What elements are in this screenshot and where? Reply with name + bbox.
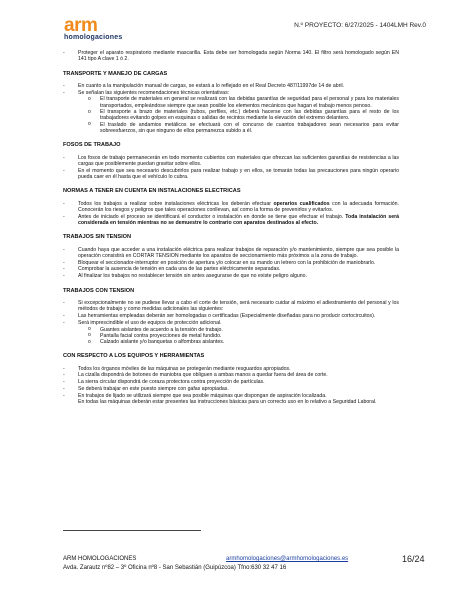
section-title-transporte: TRANSPORTE Y MANEJO DE CARGAS	[63, 70, 168, 77]
sub-bullet: o El traslado de andamios metálicos se efectuará con el concurso de cuantos trabajadores sean necesarios para evitar sobreesfuerzos, sin que ninguno de ellos permanezca subido a él.	[63, 122, 399, 135]
bullet	[63, 201, 399, 214]
footer-company: ARM HOMOLOGACIONES	[63, 556, 137, 562]
bullet: - Las herramientas empleadas deberán ser homologadas o certificadas (Especialmente diseñadas para no producir cortocircuitos).	[63, 313, 399, 319]
document-body	[63, 50, 399, 406]
bullet: - Será imprescindible el uso de equipos de protección adicional.	[63, 320, 399, 326]
bullet: - En cuanto a la manipulación manual de cargas, se estará a lo reflejado en el Real Decreto 487/11997de 14 de abril.	[63, 83, 399, 89]
sub-bullet: o El transporte de materiales en general se realizará con las debidas garantías de seguridad para el personal y para los materiales transportados, empleándose siempre que sean posible los elementos mecánicos que hagan el trabajo menos penoso.	[63, 96, 399, 109]
bullet: - Bloquear el seccionador-interruptor en posición de apertura y/o colocar en su mando un letrero con la prohibición de maniobrarlo.	[63, 260, 399, 266]
bullet: - Todos los órganos móviles de las máquinas se protegerán mediante resguardos apropiados.	[63, 366, 399, 372]
project-number: N.º PROYECTO: 6/27/2025 - 1404LMH Rev.0	[294, 22, 426, 29]
bullet-text: Antes de iniciado el proceso se identificará el conductor o instalación en donde se tiene que efectuar el trabajo.	[78, 213, 346, 220]
bullet-text: Todos los trabajos a realizar sobre instalaciones eléctricas los deberán efectuar	[78, 200, 274, 207]
bullet-emphasis: operarios cualificados	[273, 200, 330, 207]
section-title-sin-tension: TRABAJOS SIN TENSION	[63, 234, 132, 241]
bullet-text: En trabajos de lijado se utilizará siempre que sea posible máquinas que dispongan de aspiración localizada.	[78, 392, 327, 399]
logo-subtitle: homologaciones	[64, 34, 123, 41]
bullet: - En el momento que sea necesario descubrirlos para realizar trabajo y en ellos, se tomarán todas las precauciones para ningún operario pueda caer en él hasta que el vehículo lo cubra.	[63, 168, 399, 181]
bullet: - Se señalan las siguientes recomendaciones técnicas orientativas:	[63, 90, 399, 96]
footer-email-link[interactable]: armhomologaciones@armhomologaciones.es	[226, 556, 349, 562]
section-title-con-tension: TRABAJOS CON TENSION	[63, 287, 135, 294]
logo-wordmark: arm	[64, 15, 98, 36]
sub-bullet: o El transporte a brazo de materiales (tubos, perfiles, etc.) deberá hacerse con las debidas garantías para el resto de los trabajadores evitando golpes en esquinas o salidas de recintos mediante la elevación del extremo delantero.	[63, 109, 399, 122]
bullet-text: con la adecuada formación. Conocerán los riesgos y peligros que tales operaciones conllevan, así como la forma de prevenirlos y evitarlos.	[78, 200, 399, 213]
intro-bullet: - Proteger el aparato respiratorio mediante mascarilla. Esta debe ser homologada según Norma 140. El filtro será homologado según EN 141 tipo A clave 1 ó 2.	[63, 50, 399, 63]
bullet	[63, 393, 399, 406]
bullet: - Al finalizar los trabajos no restablecer tensión sin antes asegurarse de que no existe peligro alguno.	[63, 273, 399, 279]
company-logo	[64, 16, 144, 42]
sub-bullet: o Guantes aislantes de acuerdo a la tensión de trabajo.	[63, 327, 399, 333]
sub-bullet: o Calzado aislante y/o banquetas o alfombras aislantes.	[63, 339, 399, 345]
bullet: - Los fosos de trabajo permanecerán en todo momento cubiertos con materiales que ofrezcan las suficientes garantías de resistencias a las cargas que posiblemente puedan gravitar sobre ellos.	[63, 155, 399, 168]
bullet: - La cizalla dispondrá de botones de maniobra que obliguen a ambas manos a quedar fuera del área de corte.	[63, 372, 399, 378]
footer-address: Avda. Zarautz nº82 – 3º Oficina nº8 - San Sebastián (Guipúzcoa) Tfno:630 32 47 16	[63, 565, 287, 571]
bullet-emphasis: Toda instalación será considerada en tensión mientras no se demuestre lo contrario con aparatos destinados al efecto.	[78, 213, 399, 226]
bullet: - Comprobar la ausencia de tensión en cada una de las partes eléctricamente separadas.	[63, 266, 399, 272]
bullet: - La sierra circular dispondrá de coraza protectora contra proyección de partículas.	[63, 379, 399, 385]
section-title-fosos: FOSOS DE TRABAJO	[63, 142, 121, 149]
section-title-electricas: NORMAS A TENER EN CUENTA EN INSTALACIONES ELECTRICAS	[63, 188, 241, 195]
footer-line-1	[63, 556, 349, 562]
sub-bullet: o Pantalla facial contra proyecciones de metal fundido.	[63, 333, 399, 339]
page-number: 16/24	[402, 554, 425, 564]
bullet-text: En todas las máquinas deberán estar presentes las instrucciones básicas para un correcto uso en lo relativo a Seguridad Laboral.	[78, 399, 377, 406]
bullet: - Si excepcionalmente no se pudiese llevar a cabo el corte de tensión, será necesario cuidar al máximo el adiestramiento del personal y los métodos de trabajo y como medidas adicionales las siguientes:	[63, 300, 399, 313]
bullet	[63, 214, 399, 227]
section-title-equipos: CON RESPECTO A LOS EQUIPOS Y HERRAMIENTAS	[63, 353, 205, 360]
footer-divider	[63, 530, 201, 531]
bullet: - Cuando haya que acceder a una instalación eléctrica para realizar trabajos de reparación y/o mantenimiento, siempre que sea posible la operación consistirá en CORTAR TENSION mediante los aparatos de seccionamiento más próximos a la zona de trabajo.	[63, 247, 399, 260]
bullet: - Se deberá trabajar en este puesto siempre con gafas apropiadas.	[63, 386, 399, 392]
page-header	[0, 0, 464, 48]
